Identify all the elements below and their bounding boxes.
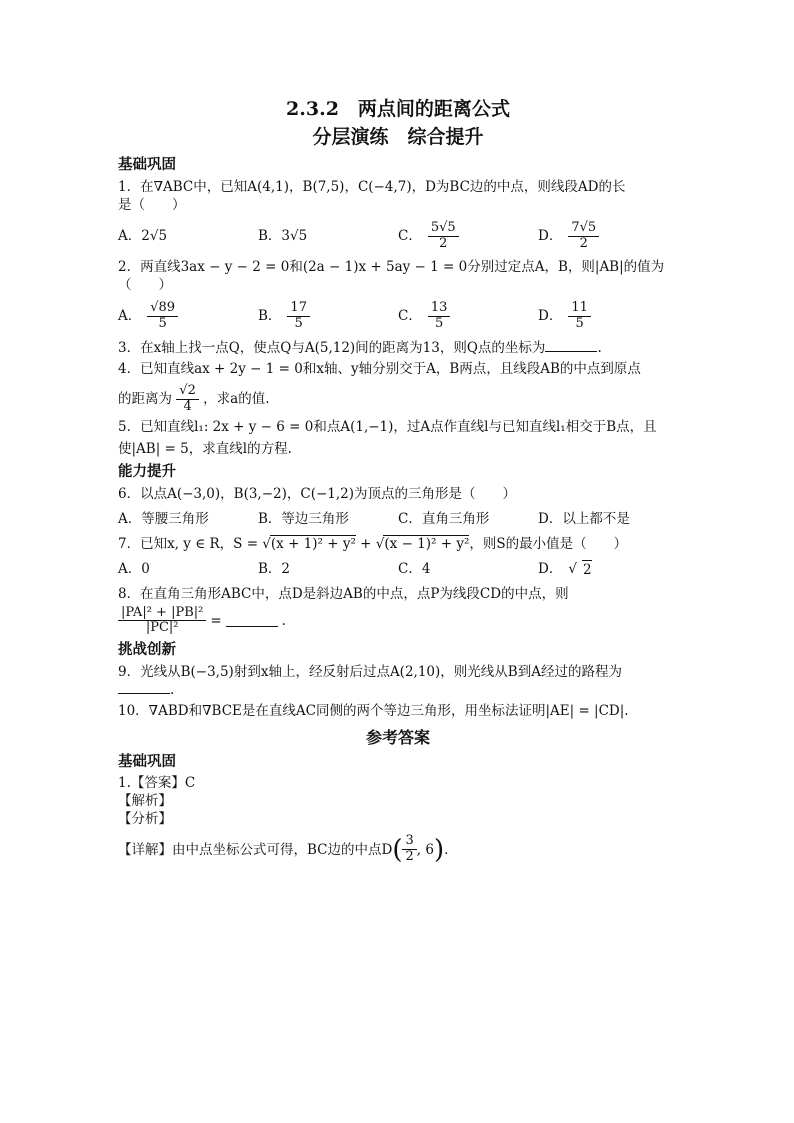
q7-option-d: D． √ 2: [538, 561, 592, 578]
section-basic-answers: 基础巩固: [118, 753, 176, 771]
q7-options: [118, 558, 678, 580]
q3-answer-blank: [545, 339, 597, 352]
page-subtitle: 分层演练 综合提升: [312, 125, 484, 148]
answer1-line2: 【解析】: [118, 792, 172, 809]
q1-line1: 1．在∇ABC中，已知A(4,1)，B(7,5)，C(−4,7)，D为BC边的中点，则线段AD的长: [118, 178, 626, 195]
q2-option-c: C． $\frac{13}{5}$: [398, 301, 538, 332]
q5-line2: 使|AB| = 5，求直线l的方程.: [118, 441, 292, 458]
question-8: 8．在直角三角形ABC中，点D是斜边AB的中点，点P为线段CD的中点，则 $\frac{\text{|PA|² + |PB|²}}{\text{|PC|²}}$ = .: [118, 585, 678, 636]
q2-option-d: D． $\frac{11}{5}$: [538, 301, 678, 332]
q9-answer-blank: [118, 681, 170, 694]
q2-option-b: B． $\frac{17}{5}$: [258, 301, 398, 332]
q6-option-b: B．等边三角形: [258, 510, 349, 527]
q1-line2: 是（ ）: [118, 196, 186, 213]
section-ability: 能力提升: [118, 463, 176, 481]
answer1-line4: 【详解】由中点坐标公式可得，BC边的中点D: [118, 841, 393, 858]
q1-option-c: C． $\frac{5√5}{2}$: [398, 221, 538, 252]
q6-options: [118, 508, 678, 530]
q1-options: [118, 219, 678, 253]
question-9: 9．光线从B(−3,5)射到x轴上，经反射后过点A(2,10)，则光线从B到A经过的路程为 .: [118, 663, 678, 699]
question-4: 4．已知直线ax + 2y − 1 = 0和x轴、y轴分别交于A，B两点，且线段AB的中点到原点 的距离为 $\frac{√2}{4}$ ，求a的值.: [118, 360, 678, 415]
q6-option-c: C．直角三角形: [398, 510, 490, 527]
q2-option-a: A． $\frac{√89}{5}$: [118, 301, 258, 332]
q4-fraction: $\frac{√2}{4}$: [176, 384, 199, 415]
answer1-line3: 【分析】: [118, 811, 172, 828]
q2-options: [118, 300, 678, 334]
answer-1: 1.【答案】C 【解析】 【分析】 【详解】由中点坐标公式可得，BC边的中点D ( $\frac{3}{2}$ , 6 ) .: [118, 774, 678, 866]
q1-option-d: D． $\frac{7√5}{2}$: [538, 221, 678, 252]
section-challenge: 挑战创新: [118, 641, 176, 659]
question-5: [118, 418, 678, 458]
question-10: 10．∇ABD和∇BCE是在直线AC同侧的两个等边三角形，用坐标法证明|AE| = |CD|.: [118, 703, 629, 720]
q7-option-b: B．2: [258, 561, 291, 578]
q8-line1: 8．在直角三角形ABC中，点D是斜边AB的中点，点P为线段CD的中点，则: [118, 586, 569, 603]
question-2: [118, 258, 678, 294]
q8-answer-blank: [226, 614, 278, 627]
question-6: 6．以点A(−3,0)，B(3,−2)，C(−1,2)为顶点的三角形是（ ）: [118, 485, 517, 502]
q4-line1: 4．已知直线ax + 2y − 1 = 0和x轴、y轴分别交于A，B两点，且线段AB的中点到原点: [118, 360, 641, 377]
document-page: [118, 96, 678, 865]
q1-option-b: B．3√5: [258, 227, 308, 244]
answer1-fraction: $\frac{3}{2}$: [402, 834, 416, 865]
question-3: 3．在x轴上找一点Q，使点Q与A(5,12)间的距离为13，则Q点的坐标为 .: [118, 339, 602, 356]
answer1-line1: 1.【答案】C: [118, 774, 196, 791]
q2-line2: （ ）: [118, 277, 172, 294]
q1-c-fraction: $\frac{5√5}{2}$: [428, 221, 459, 252]
q7-option-a: A．0: [118, 561, 150, 578]
answers-heading: 参考答案: [365, 727, 430, 747]
q8-fraction: $\frac{\text{|PA|² + |PB|²}}{\text{|PC|²}}$: [118, 606, 206, 637]
question-7: 7．已知x, y ∈ R，S = √(x + 1)² + y² + √(x − 1)² + y²，则S的最小值是（ ）: [118, 536, 628, 553]
q1-option-a: A．2√5: [118, 227, 168, 244]
q7-option-c: C．4: [398, 561, 431, 578]
q9-line1: 9．光线从B(−3,5)射到x轴上，经反射后过点A(2,10)，则光线从B到A经过的路程为: [118, 663, 622, 680]
q5-line1: 5．已知直线l₁: 2x + y − 6 = 0和点A(1,−1)，过A点作直线l与已知直线l₁相交于B点，且: [118, 418, 657, 435]
q2-line1: 2．两直线3ax − y − 2 = 0和(2a − 1)x + 5ay − 1 = 0分别过定点A，B，则|AB|的值为: [118, 259, 665, 276]
page-title: 2.3.2 两点间的距离公式: [286, 98, 510, 120]
q1-d-fraction: $\frac{7√5}{2}$: [568, 221, 599, 252]
question-1: [118, 178, 678, 214]
q6-option-a: A．等腰三角形: [118, 510, 209, 527]
q6-option-d: D．以上都不是: [538, 510, 630, 527]
section-basic: 基础巩固: [118, 156, 176, 174]
